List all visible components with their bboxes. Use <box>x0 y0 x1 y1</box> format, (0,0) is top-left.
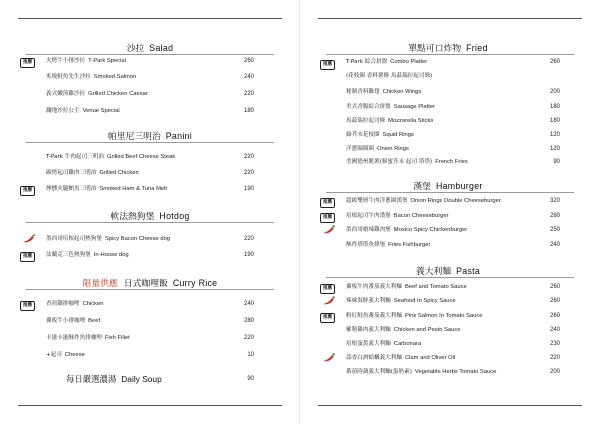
menu-item: T-Park 牛肉起司三明治 Grilled Beef Cheese Steak 220 <box>46 154 254 160</box>
menu-item: 美式香腸綜合拼盤 Sausage Platter 180 <box>346 104 560 110</box>
chili-spicy-icon <box>322 353 336 363</box>
menu-item: 火烤牛小排沙拉 T-Park Special 260 <box>46 58 254 64</box>
menu-item: 酥炸塔塔魚排堡 Fries Fishburger 240 <box>346 242 560 248</box>
menu-item: 番茄時蔬義大利麵(蛋奶素) Vegetable Herbs Tomato Sauce 200 <box>346 369 560 375</box>
recommended-badge: 推薦 <box>320 284 335 294</box>
menu-item: 蒜香白酒蛤蠣義大利麵 Clam and Oliver Oil 220 <box>346 355 560 361</box>
section-title-panini: 帕里尼三明治 Panini <box>107 131 193 142</box>
menu-item: +起司 Cheese 10 <box>46 352 254 358</box>
section-divider <box>26 289 274 290</box>
menu-item: 墨西哥培根起司熱狗堡 Spicy Bacon Cheese dog 220 <box>46 236 254 242</box>
section-divider <box>26 54 274 55</box>
menu-item: 翼板牛小排咖哩 Beef 280 <box>46 318 254 324</box>
menu-item: 美國德州脆薯(韓蜜芥末 起司 塔塔) French Fries 90 <box>346 159 560 165</box>
section-divider <box>326 54 574 55</box>
section-title-curry: 限量供應 日式咖哩飯 Curry Rice <box>82 278 218 289</box>
menu-item-soup: 每日嚴選濃湯 Daily Soup 90 <box>66 374 254 384</box>
menu-item: 洋蔥圈圈圈 Onion Rings 120 <box>346 146 560 152</box>
menu-item: 卡滋卡滋酥炸魚排咖哩 Fish Fillet 220 <box>46 335 254 341</box>
menu-item: 炙燒鮭魚先生沙拉 Smoked Salmon 240 <box>46 74 254 80</box>
menu-page-right <box>300 0 600 424</box>
recommended-badge: 推薦 <box>320 313 335 323</box>
recommended-badge: 推薦 <box>20 301 35 311</box>
menu-item: 秘制香料雞翅 Chicken Wings 200 <box>346 89 560 95</box>
menu-item: 培根起司牛肉漢堡 Bacon Cheeseburger 280 <box>346 213 560 219</box>
menu-item: 法蘭克三色熱狗堡 In-House dog 190 <box>46 252 254 258</box>
menu-item: 辣味海鮮義大利麵 Seafood In Spicy Sauce 260 <box>346 298 560 304</box>
section-divider <box>26 222 274 223</box>
section-title-fried: 單點可口炸物 Fried <box>408 43 488 54</box>
menu-item: T-Park 綜合拼盤 Combo Platter 260 <box>346 59 560 65</box>
recommended-badge: 推薦 <box>20 186 35 196</box>
menu-item: 超級雙層牛肉洋蔥圈漢堡 Onion Rings Double Cheeseburger 320 <box>346 198 560 204</box>
menu-item: 綠芥末花枝圈 Squid Rings 120 <box>346 132 560 138</box>
menu-item: 煙燻火腿鮪魚三明治 Smoked Ham & Tuna Melt 190 <box>46 186 254 192</box>
section-title-pasta: 義大利麵 Pasta <box>415 266 481 277</box>
menu-item: 義式嫩煎雞沙拉 Grilled Chicken Caesar 220 <box>46 91 254 97</box>
chili-spicy-icon <box>322 225 336 235</box>
section-divider <box>326 277 574 278</box>
menu-item: 馬茲瑞拉起司條 Mozzarella Sticks 180 <box>346 118 560 124</box>
recommended-badge: 推薦 <box>320 213 335 223</box>
recommended-badge: 推薦 <box>20 252 35 262</box>
recommended-badge: 推薦 <box>320 198 335 208</box>
menu-item: 瀾地沙拉公主 Venue Special 180 <box>46 108 254 114</box>
bottom-rule <box>18 405 282 406</box>
menu-item: 香煎雞排咖哩 Chicken 240 <box>46 301 254 307</box>
bottom-rule <box>318 405 582 406</box>
chili-spicy-icon <box>322 296 336 306</box>
section-divider <box>26 142 274 143</box>
recommended-badge: 推薦 <box>320 60 335 70</box>
section-title-hamburger: 漢堡 Hamburger <box>413 181 483 192</box>
chili-spicy-icon <box>22 234 36 244</box>
menu-item: 碳烤起司雞肉三明治 Grilled Chicken 220 <box>46 170 254 176</box>
menu-item-note: (花枝圈 香料薯條 馬茲瑞拉起司條) <box>346 73 433 79</box>
top-rule <box>318 18 582 19</box>
section-title-hotdog: 軟法熱狗堡 Hotdog <box>110 211 190 222</box>
menu-item: 粉紅鮭魚蕃茄義大利麵 Pink Salmon In Tomato Sauce 260 <box>346 313 560 319</box>
menu-item: 羅勒雞肉義大利麵 Chicken and Pesto Sauce 240 <box>346 327 560 333</box>
menu-item: 翼板牛肉番茄義大利麵 Beef and Tomato Sauce 260 <box>346 284 560 290</box>
top-rule <box>18 18 282 19</box>
menu-item: 培根蛋黃義大利麵 Carbonara 230 <box>346 341 560 347</box>
menu-item: 墨西哥嗆辣雞肉堡 Moxico Spicy Chickenburger 250 <box>346 227 560 233</box>
section-divider <box>326 192 574 193</box>
limited-supply-label: 限量供應 <box>82 279 118 289</box>
recommended-badge: 推薦 <box>20 58 35 68</box>
section-title-salad: 沙拉 Salad <box>126 43 174 54</box>
